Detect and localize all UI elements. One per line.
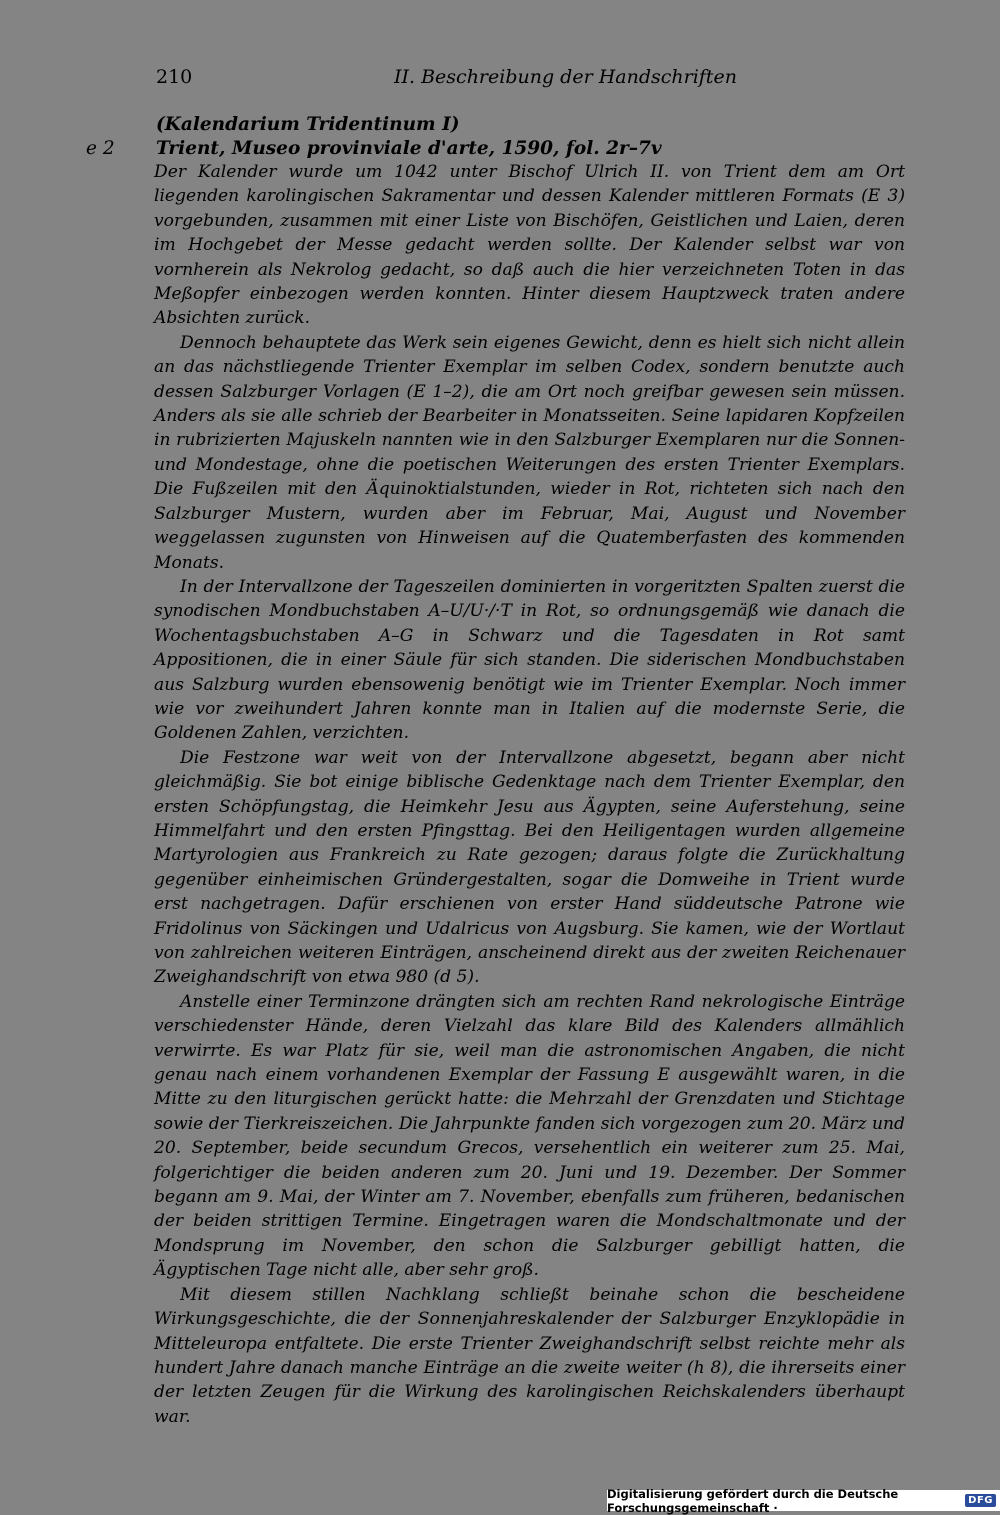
entry-title: (Kalendarium Tridentinum I)	[156, 114, 460, 135]
body-text	[154, 160, 905, 1429]
paragraph: Anstelle einer Terminzone drängten sich am rechten Rand nekrologische Einträge verschiedenster Hände, deren Vielzahl das klare Bild des Kalenders allmählich verwirrte. Es war Platz für sie, weil man die astronomischen Angaben, die nicht genau nach einem vorhandenen Exemplar der Fassung E ausgewählt waren, in die Mitte zu den liturgischen gerückt hatte: die Mehrzahl der Grenzdaten und Stichtage sowie der Tierkreiszeichen. Die Jahrpunkte fanden sich vorgezogen zum 20. März und 20. September, beide secundum Grecos, versehentlich ein weiterer zum 25. Mai, folgerichtiger die beiden anderen zum 20. Juni und 19. Dezember. Der Sommer begann am 9. Mai, der Winter am 7. November, ebenfalls zum früheren, bedanischen der beiden strittigen Termine. Eingetragen waren die Mondschaltmonate und der Mondsprung im November, den schon die Salzburger gebilligt hatten, die Ägyptischen Tage nicht alle, aber sehr groß.	[154, 991, 905, 1281]
paragraph: In der Intervallzone der Tageszeilen dominierten in vorgeritzten Spalten zuerst die synodischen Mondbuchstaben A–U/U·/·T in Rot, so ordnungsgemäß wie danach die Wochentagsbuchstaben A–G in Schwarz und die Tagesdaten in Rot samt Appositionen, die in einer Säule für sich standen. Die siderischen Mondbuchstaben aus Salzburg wurden ebensowenig benötigt wie im Trienter Exemplar. Noch immer wie vor zweihundert Jahren konnte man in Italien auf die modernste Serie, die Goldenen Zahlen, verzichten.	[154, 576, 905, 744]
running-head: II. Beschreibung der Handschriften	[394, 66, 737, 88]
entry-location: Trient, Museo provinviale d'arte, 1590, fol. 2r–7v	[156, 138, 662, 159]
dfg-logo: DFG	[965, 1494, 996, 1507]
digitization-credit-bar	[607, 1486, 1000, 1515]
paragraph: Dennoch behauptete das Werk sein eigenes Gewicht, denn es hielt sich nicht allein an das nächstliegende Trienter Exemplar im selben Codex, sondern benutzte auch dessen Salzburger Vorlagen (E 1–2), die am Ort noch greifbar gewesen sein müssen. Anders als sie alle schrieb der Bearbeiter in Monatsseiten. Seine lapidaren Kopfzeilen in rubrizierten Majuskeln nannten wie in den Salzburger Exemplaren nur die Sonnen- und Mondestage, ohne die poetischen Weiterungen des ersten Trienter Exemplars. Die Fußzeilen mit den Äquinoktialstunden, wieder in Rot, richteten sich nach den Salzburger Mustern, wurden aber im Februar, Mai, August und November weggelassen zugunsten von Hinweisen auf die Quatemberfasten des kommenden Monats.	[154, 332, 905, 573]
page-number: 210	[156, 66, 193, 88]
paragraph: Die Festzone war weit von der Intervallzone abgesetzt, begann aber nicht gleichmäßig. Sie bot einige biblische Gedenktage nach dem Trienter Exemplar, den ersten Schöpfungstag, die Heimkehr Jesu aus Ägypten, seine Auferstehung, seine Himmelfahrt und den ersten Pfingsttag. Bei den Heiligentagen wurden allgemeine Martyrologien aus Frankreich zu Rate gezogen; daraus folgte die Zurückhaltung gegenüber einheimischen Gründergestalten, sogar die Domweihe in Trient wurde erst nachgetragen. Dafür erschienen von erster Hand süddeutsche Patrone wie Fridolinus von Säckingen und Udalricus von Augsburg. Sie kamen, wie der Wortlaut von zahlreichen weiteren Einträgen, anscheinend direkt aus der zweiten Reichenauer Zweighandschrift von etwa 980 (d 5).	[154, 747, 905, 988]
entry-siglum: e 2	[86, 138, 115, 159]
paragraph: Mit diesem stillen Nachklang schließt beinahe schon die bescheidene Wirkungsgeschichte, die der Sonnenjahreskalender der Salzburger Enzyklopädie in Mitteleuropa entfaltete. Die erste Trienter Zweighandschrift selbst reichte mehr als hundert Jahre danach manche Einträge an die zweite weiter (h 8), die ihrerseits einer der letzten Zeugen für die Wirkung des karolingischen Reichskalenders überhaupt war.	[154, 1284, 905, 1427]
paragraph: Der Kalender wurde um 1042 unter Bischof Ulrich II. von Trient dem am Ort liegenden karolingischen Sakramentar und dessen Kalender mittleren Formats (E 3) vorgebunden, zusammen mit einer Liste von Bischöfen, Geistlichen und Laien, deren im Hochgebet der Messe gedacht werden sollte. Der Kalender selbst war von vornherein als Nekrolog gedacht, so daß auch die hier verzeichneten Toten in das Meßopfer einbezogen werden konnten. Hinter diesem Hauptzweck traten andere Absichten zurück.	[154, 162, 905, 329]
digitization-credit: Digitalisierung gefördert durch die Deutsche Forschungsgemeinschaft ·	[607, 1486, 899, 1515]
